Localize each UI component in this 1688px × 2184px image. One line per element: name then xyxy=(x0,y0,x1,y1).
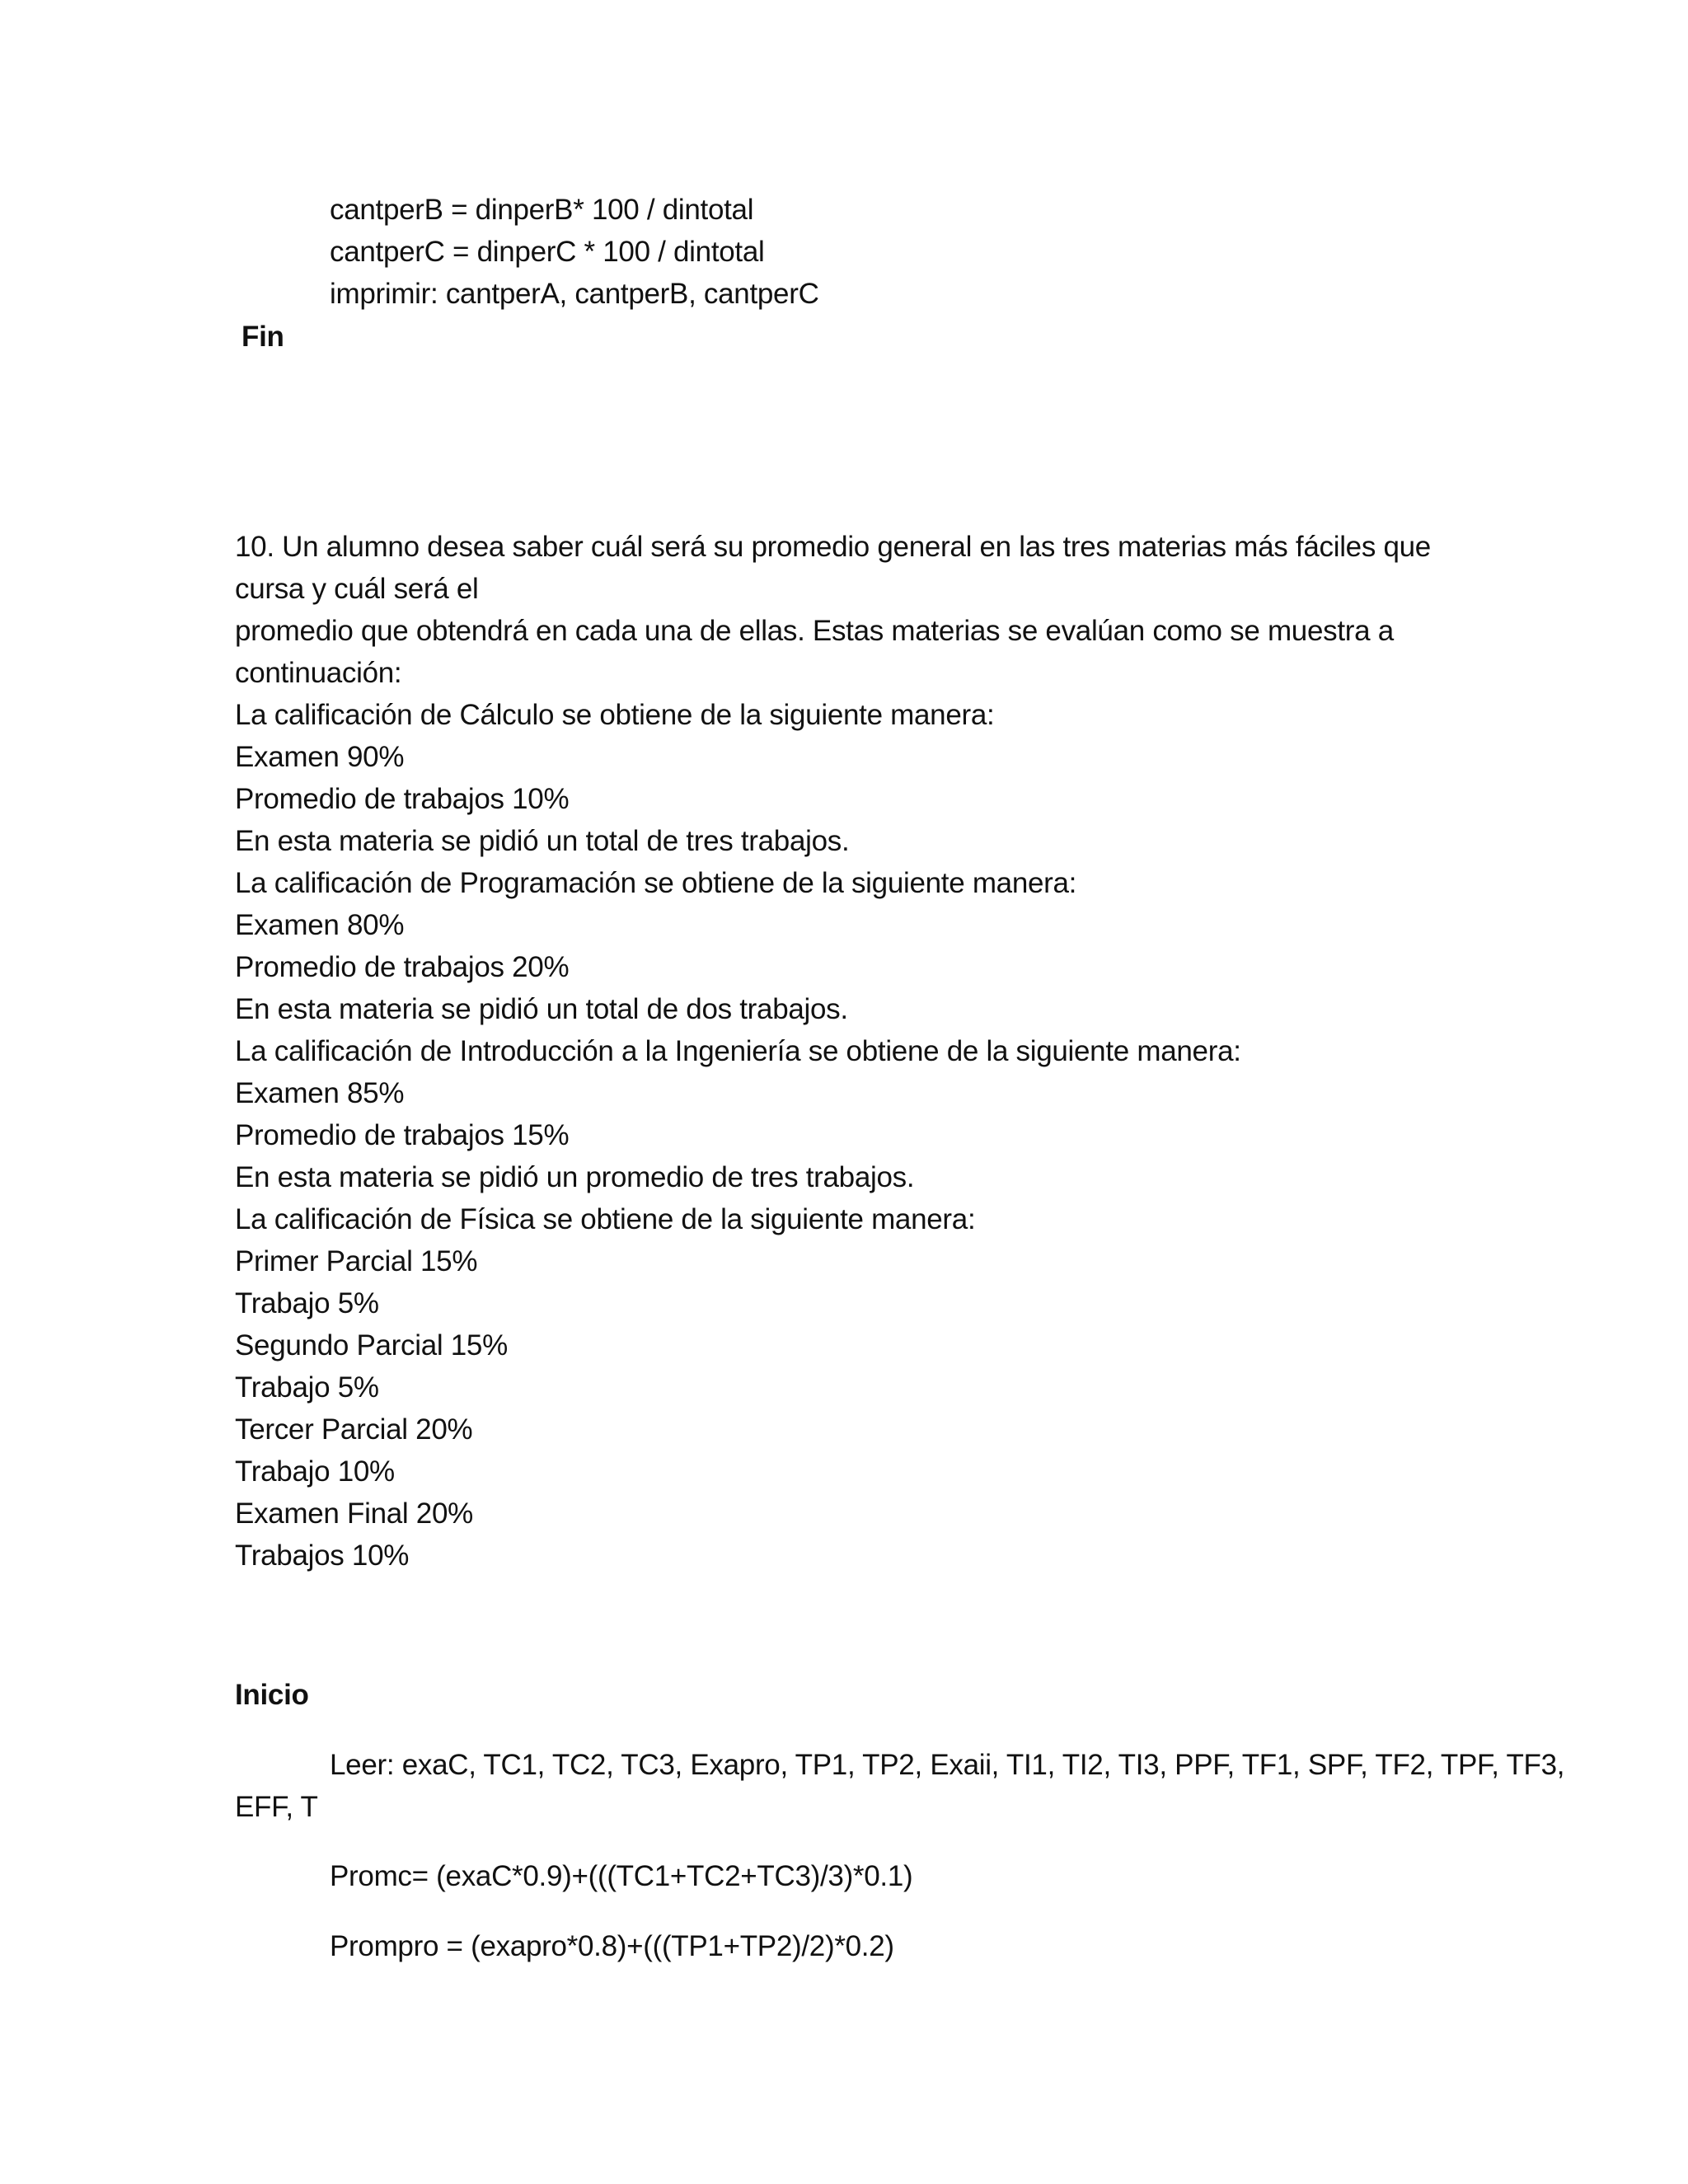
problem-line: La calificación de Física se obtiene de la siguiente manera: xyxy=(235,1203,976,1235)
problem-line: Segundo Parcial 15% xyxy=(235,1329,508,1361)
algorithm-prompro: Prompro = (exapro*0.8)+(((TP1+TP2)/2)*0.2) xyxy=(330,1930,894,1962)
code-line-cantperB: cantperB = dinperB* 100 / dintotal xyxy=(330,194,754,226)
algorithm-promc: Promc= (exaC*0.9)+(((TC1+TC2+TC3)/3)*0.1) xyxy=(330,1860,913,1892)
problem-line: Trabajo 10% xyxy=(235,1455,395,1488)
code-fin: Fin xyxy=(241,321,284,353)
code-line-cantperC: cantperC = dinperC * 100 / dintotal xyxy=(330,236,765,268)
problem-line: Primer Parcial 15% xyxy=(235,1245,478,1277)
problem-line: Tercer Parcial 20% xyxy=(235,1413,473,1446)
problem-line: Trabajo 5% xyxy=(235,1287,379,1319)
problem-line: La calificación de Introducción a la Ingeniería se obtiene de la siguiente manera: xyxy=(235,1035,1241,1067)
problem-line: Trabajo 5% xyxy=(235,1371,379,1404)
problem-line: 10. Un alumno desea saber cuál será su promedio general en las tres materias más fáciles que xyxy=(235,531,1431,563)
code-line-imprimir: imprimir: cantperA, cantperB, cantperC xyxy=(330,278,819,310)
problem-line: promedio que obtendrá en cada una de ellas. Estas materias se evalúan como se muestra a xyxy=(235,615,1394,647)
problem-line: Examen Final 20% xyxy=(235,1497,473,1530)
problem-line: Examen 80% xyxy=(235,909,405,941)
problem-line: Promedio de trabajos 20% xyxy=(235,951,570,983)
problem-line: Trabajos 10% xyxy=(235,1540,410,1572)
algorithm-inicio: Inicio xyxy=(235,1679,309,1711)
problem-line: En esta materia se pidió un total de dos trabajos. xyxy=(235,993,848,1025)
problem-line: cursa y cuál será el xyxy=(235,573,479,605)
problem-line: En esta materia se pidió un promedio de tres trabajos. xyxy=(235,1161,915,1193)
problem-line: Promedio de trabajos 10% xyxy=(235,783,570,815)
problem-line: Examen 90% xyxy=(235,741,405,773)
problem-line: En esta materia se pidió un total de tres trabajos. xyxy=(235,825,850,857)
problem-line: La calificación de Cálculo se obtiene de la siguiente manera: xyxy=(235,699,995,731)
problem-line: Examen 85% xyxy=(235,1077,405,1109)
algorithm-leer-cont: EFF, T xyxy=(235,1791,318,1823)
algorithm-leer: Leer: exaC, TC1, TC2, TC3, Exapro, TP1, TP2, Exaii, TI1, TI2, TI3, PPF, TF1, SPF, TF2, TPF, TF3, xyxy=(330,1749,1565,1781)
problem-line: La calificación de Programación se obtiene de la siguiente manera: xyxy=(235,867,1077,899)
problem-line: Promedio de trabajos 15% xyxy=(235,1119,570,1151)
problem-line: continuación: xyxy=(235,657,402,689)
